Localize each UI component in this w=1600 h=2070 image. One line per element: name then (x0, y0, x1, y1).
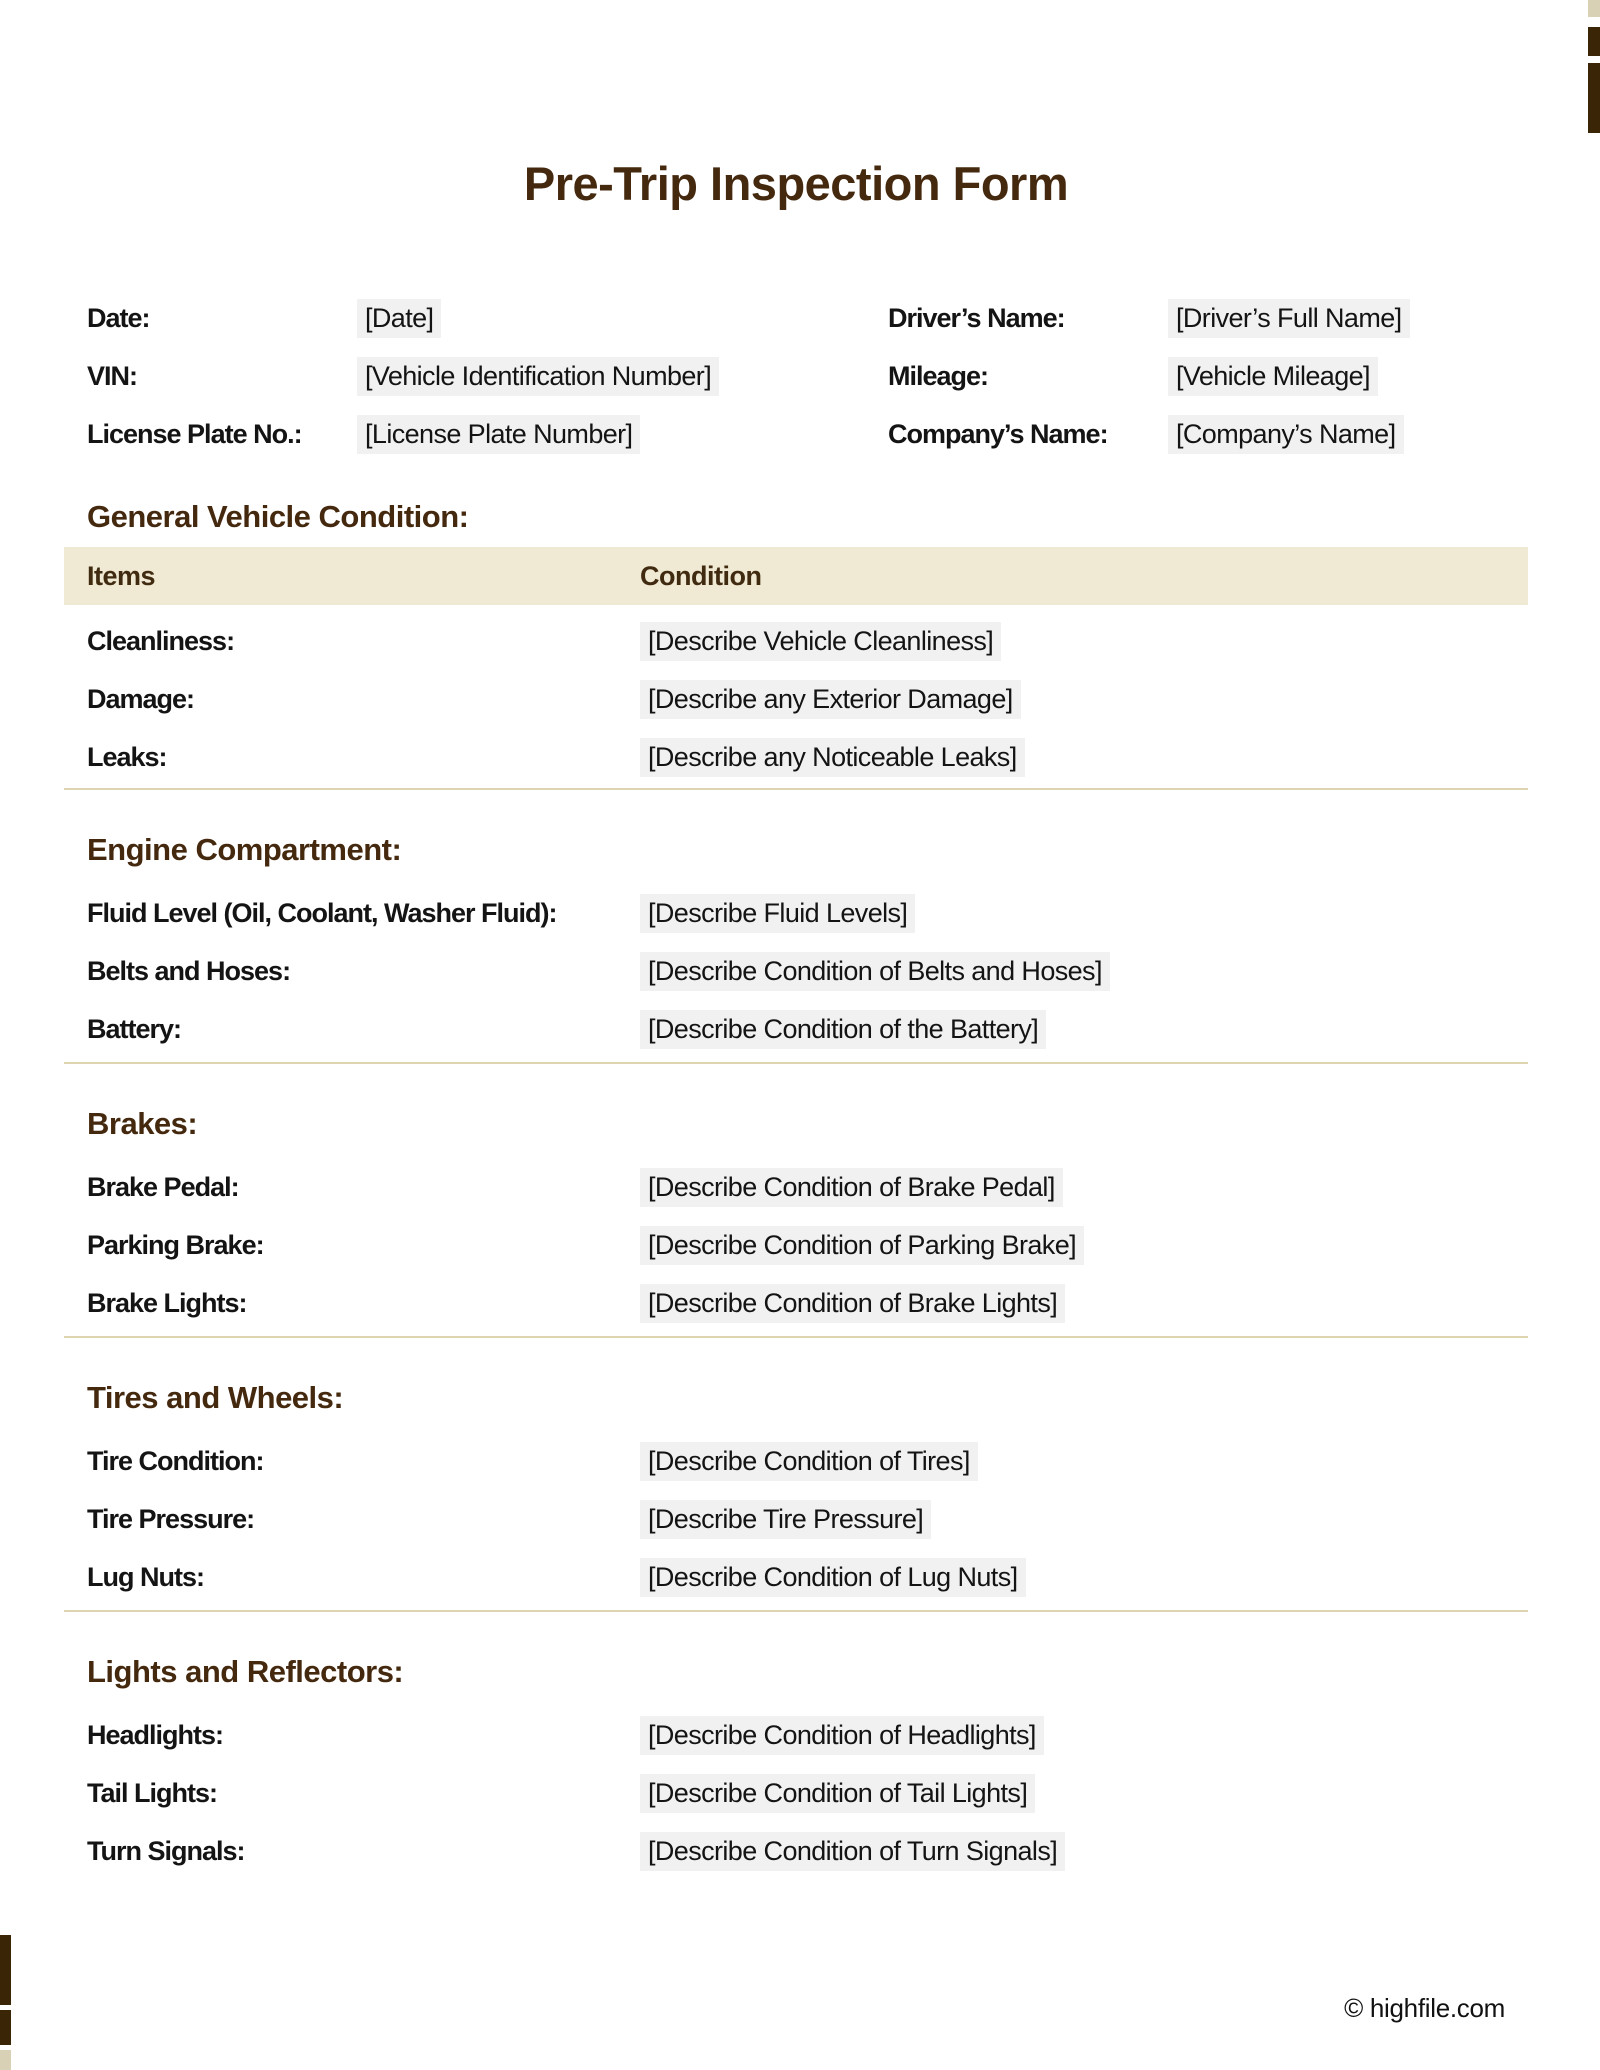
row-value-placeholder[interactable]: [Describe Condition of Lug Nuts] (640, 1558, 1026, 1597)
section-divider (64, 1336, 1528, 1338)
field-value-date[interactable]: [Date] (357, 299, 441, 338)
row-label: Leaks: (87, 741, 167, 772)
table-row (64, 1274, 1528, 1332)
table-row (64, 612, 1528, 670)
table-row (64, 728, 1528, 786)
section-engine-compartment (64, 828, 1528, 1064)
corner-bar-bottom-left-dark-short (0, 2010, 11, 2045)
field-value-mileage[interactable]: [Vehicle Mileage] (1168, 357, 1378, 396)
row-label: Tail Lights: (87, 1777, 217, 1808)
row-value-placeholder[interactable]: [Describe Vehicle Cleanliness] (640, 622, 1001, 661)
section-tires-and-wheels (64, 1376, 1528, 1612)
row-label: Battery: (87, 1013, 182, 1044)
row-value-placeholder[interactable]: [Describe Condition of Brake Lights] (640, 1284, 1065, 1323)
table-row (64, 670, 1528, 728)
section-brakes (64, 1102, 1528, 1338)
row-label: Damage: (87, 683, 195, 714)
corner-bar-top-right-dark-short (1588, 27, 1600, 56)
row-label: Tire Pressure: (87, 1503, 255, 1534)
table-row (64, 1216, 1528, 1274)
row-value-placeholder[interactable]: [Describe Condition of Belts and Hoses] (640, 952, 1110, 991)
field-value-vin[interactable]: [Vehicle Identification Number] (357, 357, 719, 396)
section-rows (64, 884, 1528, 1058)
row-value-placeholder[interactable]: [Describe Fluid Levels] (640, 894, 915, 933)
table-row (64, 1000, 1528, 1058)
section-divider (64, 1062, 1528, 1064)
table-row (64, 1764, 1528, 1822)
section-divider (64, 788, 1528, 790)
row-label: Belts and Hoses: (87, 955, 291, 986)
row-label: Cleanliness: (87, 625, 235, 656)
row-value-placeholder[interactable]: [Describe Condition of Tires] (640, 1442, 978, 1481)
field-label-vin: VIN: (87, 360, 137, 391)
section-rows (64, 1706, 1528, 1880)
field-value-company-name[interactable]: [Company’s Name] (1168, 415, 1404, 454)
table-row (64, 1490, 1528, 1548)
row-value-placeholder[interactable]: [Describe Condition of Parking Brake] (640, 1226, 1084, 1265)
row-value-placeholder[interactable]: [Describe Condition of Brake Pedal] (640, 1168, 1063, 1207)
document-content (64, 0, 1528, 1880)
header-fields (64, 289, 1528, 463)
field-value-driver-name[interactable]: [Driver’s Full Name] (1168, 299, 1410, 338)
field-label-date: Date: (87, 302, 150, 333)
corner-bar-top-right-beige (1588, 0, 1600, 17)
section-general-vehicle-condition (64, 495, 1528, 790)
copyright-footer: © highfile.com (1344, 1993, 1505, 2023)
section-rows (64, 1432, 1528, 1606)
section-heading: General Vehicle Condition: (87, 499, 469, 534)
section-lights-and-reflectors (64, 1650, 1528, 1880)
page-title: Pre-Trip Inspection Form (523, 157, 1069, 210)
field-label-license-plate: License Plate No.: (87, 418, 302, 449)
row-value-placeholder[interactable]: [Describe any Exterior Damage] (640, 680, 1021, 719)
row-value-placeholder[interactable]: [Describe Condition of Tail Lights] (640, 1774, 1035, 1813)
field-label-driver-name: Driver’s Name: (888, 302, 1065, 333)
corner-bar-top-right-dark-long (1588, 63, 1600, 133)
section-divider (64, 1610, 1528, 1612)
row-label: Parking Brake: (87, 1229, 264, 1260)
row-value-placeholder[interactable]: [Describe Condition of the Battery] (640, 1010, 1046, 1049)
table-header-row (64, 547, 1528, 605)
table-header-items: Items (87, 560, 156, 591)
row-label: Brake Pedal: (87, 1171, 239, 1202)
table-row (64, 1706, 1528, 1764)
field-label-mileage: Mileage: (888, 360, 989, 391)
row-label: Tire Condition: (87, 1445, 264, 1476)
table-row (64, 884, 1528, 942)
row-value-placeholder[interactable]: [Describe Condition of Turn Signals] (640, 1832, 1065, 1871)
table-row (64, 942, 1528, 1000)
section-heading: Lights and Reflectors: (87, 1654, 404, 1689)
table-header-condition: Condition (640, 560, 762, 591)
row-label: Lug Nuts: (87, 1561, 204, 1592)
section-heading: Tires and Wheels: (87, 1380, 344, 1415)
section-heading: Engine Compartment: (87, 832, 402, 867)
row-value-placeholder[interactable]: [Describe Tire Pressure] (640, 1500, 931, 1539)
table-row (64, 1822, 1528, 1880)
row-label: Headlights: (87, 1719, 224, 1750)
field-value-license-plate[interactable]: [License Plate Number] (357, 415, 640, 454)
table-row (64, 1432, 1528, 1490)
corner-bar-bottom-left-dark-long (0, 1935, 11, 2005)
section-heading: Brakes: (87, 1106, 198, 1141)
table-row (64, 1548, 1528, 1606)
row-label: Fluid Level (Oil, Coolant, Washer Fluid): (87, 897, 557, 928)
row-label: Brake Lights: (87, 1287, 247, 1318)
row-label: Turn Signals: (87, 1835, 245, 1866)
section-rows (64, 612, 1528, 786)
section-rows (64, 1158, 1528, 1332)
field-label-company-name: Company’s Name: (888, 418, 1108, 449)
row-value-placeholder[interactable]: [Describe Condition of Headlights] (640, 1716, 1044, 1755)
row-value-placeholder[interactable]: [Describe any Noticeable Leaks] (640, 738, 1025, 777)
table-row (64, 1158, 1528, 1216)
corner-bar-bottom-left-beige (0, 2050, 11, 2070)
